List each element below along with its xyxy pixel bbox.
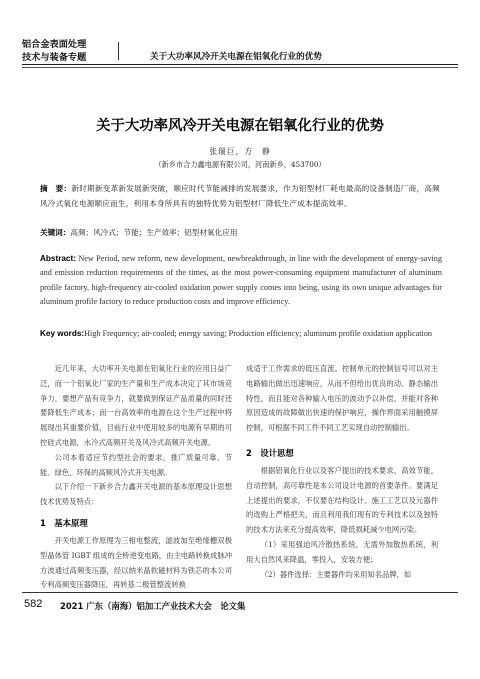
- journal-label-line1: 铝合金表面处理: [22, 39, 87, 50]
- abstract-cn-text: 新时期新变革新发展新突破，顺应时代节能减排的发展要求，作为铝型材厂耗电最高的设备制造厂商，高频风冷式氧化电源顺应而生，利用本身所具有的独特优势为铝型材厂降低生产成本提高效率。: [40, 184, 440, 208]
- keywords-en-label: Key words:: [40, 329, 85, 338]
- abstract-cn-label: 摘 要：: [40, 184, 72, 193]
- abstract-en-label: Abstract:: [40, 254, 76, 263]
- header-rule: [22, 64, 458, 65]
- affiliation: （新乡市合力鑫电源有限公司，河南新乡，453700）: [154, 160, 326, 169]
- body-column-left: [40, 362, 232, 593]
- body-paragraph: （1）采用强迫风冷散热系统，无需外加散热系统，利用大自然风来降温，零投入，安装方便；: [246, 539, 438, 564]
- body-column-right: [246, 362, 438, 582]
- authors: 张瑞巨，方 静: [209, 147, 271, 156]
- abstract-cn: [40, 182, 440, 211]
- article-title: 关于大功率风冷开关电源在铝氧化行业的优势: [96, 118, 384, 134]
- keywords-en: [40, 328, 442, 340]
- keywords-cn-text: 高频；风冷式；节能；生产效率；铝型材氧化应用: [70, 228, 238, 237]
- body-paragraph: 开关电源工作原理为三相电整流，滤波加至绝缘栅双极型晶体管 IGBT 组成的全桥逆变电路，由主电路转换成脉冲方波通过高频变压器，经以纳米晶软磁材料为铁芯的本公司专利高频变压器降压，再转基二极管整流转换: [40, 535, 232, 590]
- header-rule-thin: [22, 67, 458, 68]
- keywords-cn-label: 关键词：: [40, 228, 71, 237]
- body-paragraph: （2）器件选择：主要器件均采用知名品牌，如: [260, 569, 412, 579]
- keywords-en-text: High Frequency; air-cooled; energy saving; Production efficiency; aluminum profile oxidation application: [84, 329, 433, 338]
- section-heading-1: 1 基本原理: [40, 517, 88, 528]
- abstract-en-text: New Period, new reform, new development, newbreakthrough, in line with the development of energy-saving and emission reduction requirements of the times, as the most power-consuming equipment manufacturer of aluminum profile factory, high-frequency air-cooled oxidation power supply comes into being, using its own unique advantages for aluminum profile factory to reduce production costs and improve efficiency.: [40, 254, 442, 307]
- conference-name: 2021 广东（南海）铝加工产业技术大会 论文集: [60, 601, 246, 611]
- journal-section-label: [22, 39, 86, 64]
- body-paragraph: 以下介绍一下新乡合力鑫开关电源的基本原理设计思想技术优势及特点：: [40, 482, 232, 507]
- header-separator: [118, 42, 119, 60]
- footer-rule: [22, 592, 458, 593]
- body-paragraph: 公司本着适应节约型社会的要求，推广质量可靠、节能、绿色，环保的高频风冷式开关电源。: [40, 452, 232, 477]
- section-heading-2: 2 设计思想: [246, 447, 294, 458]
- abstract-en: [40, 252, 442, 310]
- body-paragraph: 成适于工作需求的低压直流。控制单元的控制信号可以对主电路输出做出迅速响应，从而不但给出优良的动、静态输出特性，而且能对各种输入电压的波动予以补偿，并能对各种原因造成的故障做出快速的保护响应，操作界面采用触摸屏控制，可根据不同工件不同工艺实现自动控制输出。: [246, 364, 438, 433]
- body-paragraph: 根据铝氧化行业以及客户提出的技术要求，高效节能，自动控制，高可靠性是本公司设计电源的首要条件。要满足上述提出的要求，不仅要在结构设计、施工工艺以及元器件的选购上严格把关，而且利用我们现有的专利技术以及独特的技术方法来充分提高效率，降低损耗减少电网污染。: [246, 465, 438, 535]
- running-title: 关于大功率风冷开关电源在铝氧化行业的优势: [150, 52, 322, 62]
- body-paragraph: 近几年来，大功率开关电源在铝氧化行业的应用日益广泛，而一个铝氧化厂家的生产量和生产成本决定了其市场竞争力，要想产品有竞争力，就要做到保证产品质量的同时还要降低生产成本；而一台高效率的电源在这个生产过程中将展现出其重要价值，目前行业中使用较多的电源有早期的可控硅式电源，水冷式高频开关及风冷式高频开关电源。: [40, 364, 232, 447]
- page-number: 582: [24, 598, 43, 610]
- keywords-cn: [40, 227, 440, 239]
- journal-label-line2: 技术与装备专题: [22, 51, 87, 63]
